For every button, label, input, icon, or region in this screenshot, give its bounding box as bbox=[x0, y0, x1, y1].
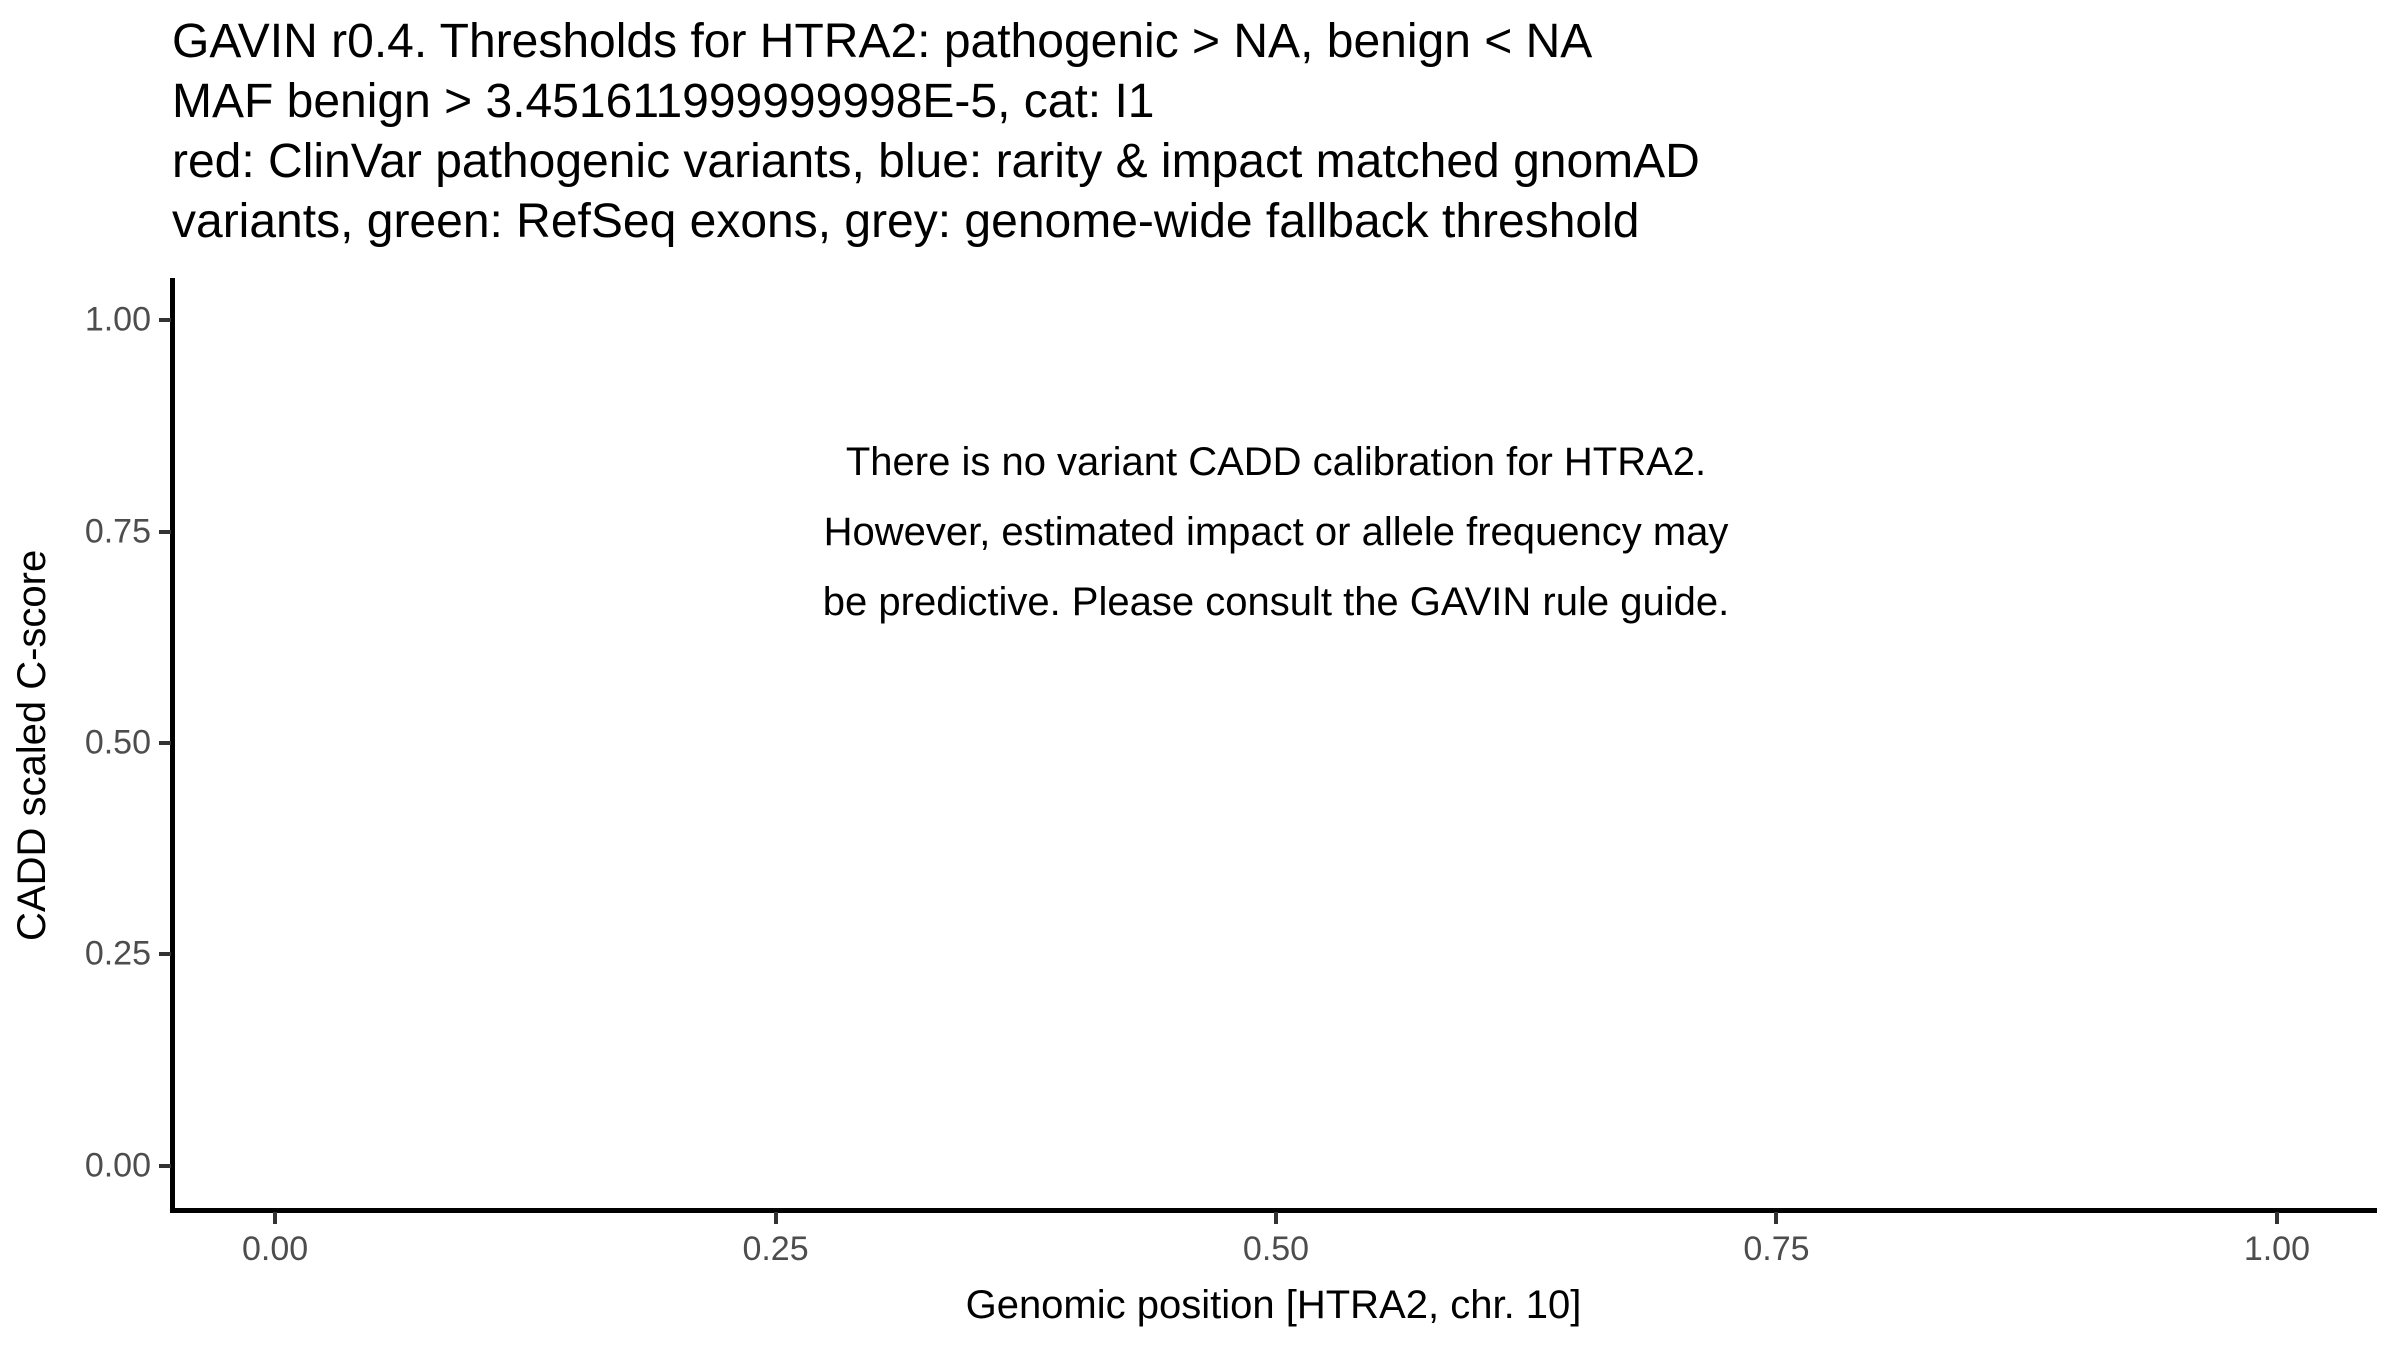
x-tick-mark bbox=[273, 1212, 277, 1224]
annotation-line-2: However, estimated impact or allele frequency may bbox=[823, 509, 1729, 554]
y-tick-label: 0.00 bbox=[84, 1146, 151, 1185]
chart-title-line-1: GAVIN r0.4. Thresholds for HTRA2: pathogenic > NA, benign < NA bbox=[172, 15, 1593, 68]
y-tick-label: 1.00 bbox=[84, 300, 151, 339]
x-tick-label: 0.25 bbox=[742, 1230, 809, 1268]
x-tick-label: 1.00 bbox=[2243, 1230, 2310, 1268]
y-tick-mark bbox=[159, 1164, 171, 1168]
y-tick-label: 0.25 bbox=[84, 934, 151, 973]
y-tick-mark bbox=[159, 318, 171, 322]
y-tick-label: 0.75 bbox=[84, 512, 151, 551]
y-tick-mark bbox=[159, 952, 171, 956]
x-axis-title: Genomic position [HTRA2, chr. 10] bbox=[965, 1283, 1582, 1327]
y-tick-mark bbox=[159, 530, 171, 534]
x-tick-label: 0.75 bbox=[1743, 1230, 1810, 1268]
annotation-line-3: be predictive. Please consult the GAVIN rule guide. bbox=[822, 579, 1730, 624]
x-tick-mark bbox=[774, 1212, 778, 1224]
chart-title bbox=[172, 12, 1700, 252]
x-tick-mark bbox=[2275, 1212, 2279, 1224]
x-tick-mark bbox=[1774, 1212, 1778, 1224]
y-tick-label: 0.50 bbox=[84, 723, 151, 762]
chart-title-line-4: variants, green: RefSeq exons, grey: genome-wide fallback threshold bbox=[172, 195, 1640, 248]
x-tick-mark bbox=[1274, 1212, 1278, 1224]
chart-title-line-3: red: ClinVar pathogenic variants, blue: rarity & impact matched gnomAD bbox=[172, 135, 1700, 188]
plot-panel bbox=[84, 278, 2377, 1268]
no-calibration-annotation bbox=[823, 427, 1729, 637]
x-tick-label: 0.50 bbox=[1242, 1230, 1310, 1268]
y-tick-mark bbox=[159, 741, 171, 745]
x-tick-label: 0.00 bbox=[241, 1230, 309, 1268]
y-axis-title: CADD scaled C-score bbox=[10, 549, 54, 942]
annotation-line-1: There is no variant CADD calibration for HTRA2. bbox=[845, 439, 1707, 484]
chart-title-line-2: MAF benign > 3.451611999999998E-5, cat: I1 bbox=[172, 75, 1155, 128]
